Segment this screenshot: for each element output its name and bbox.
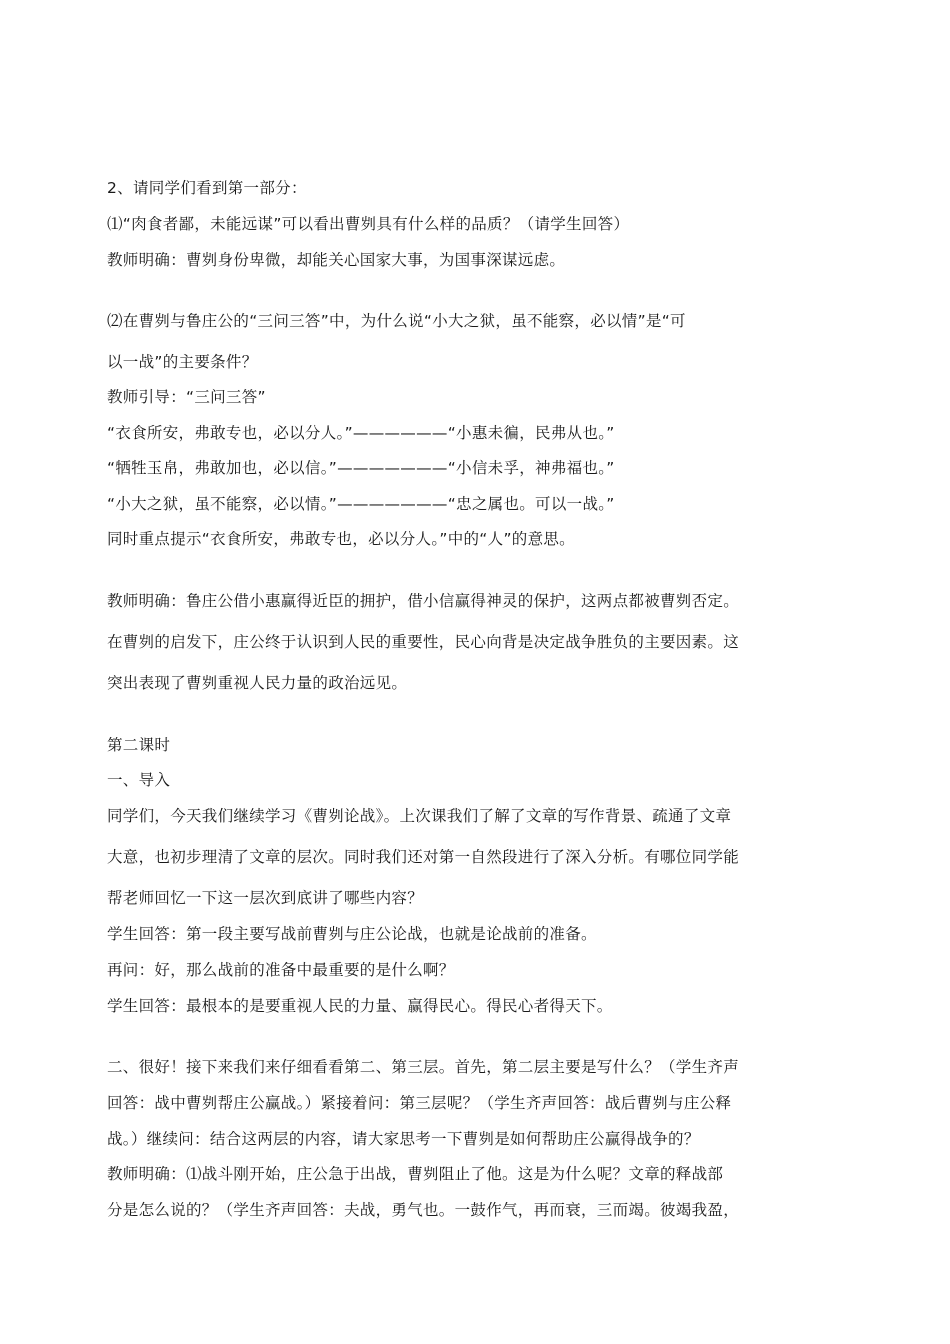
- text-line: 分是怎么说的？（学生齐声回答：夫战，勇气也。一鼓作气，再而衰，三而竭。彼竭我盈，: [107, 1201, 740, 1219]
- text-line: “小大之狱，虽不能察，必以情。”———————“忠之属也。可以一战。”: [107, 495, 615, 513]
- text-line: 一、导入: [107, 771, 171, 789]
- text-line: 二、很好！接下来我们来仔细看看第二、第三层。首先，第二层主要是写什么？（学生齐声: [107, 1058, 740, 1076]
- text-line: 在曹刿的启发下，庄公终于认识到人民的重要性，民心向背是决定战争胜负的主要因素。这: [107, 633, 740, 651]
- text-line: 教师引导：“三问三答”: [107, 388, 266, 406]
- text-line: 同时重点提示“衣食所安，弗敢专也，必以分人。”中的“人”的意思。: [107, 530, 575, 548]
- text-line: 学生回答：最根本的是要重视人民的力量、赢得民心。得民心者得天下。: [107, 997, 613, 1015]
- text-line: 教师明确：⑴战斗刚开始，庄公急于出战，曹刿阻止了他。这是为什么呢？文章的释战部: [107, 1165, 724, 1183]
- text-line: “衣食所安，弗敢专也，必以分人。”——————“小惠未徧，民弗从也。”: [107, 424, 615, 442]
- text-line: 同学们，今天我们继续学习《曹刿论战》。上次课我们了解了文章的写作背景、疏通了文章: [107, 807, 732, 825]
- text-line: 教师明确：鲁庄公借小惠赢得近臣的拥护，借小信赢得神灵的保护，这两点都被曹刿否定。: [107, 592, 740, 610]
- section-heading: 第二课时: [107, 736, 171, 754]
- text-line: “牺牲玉帛，弗敢加也，必以信。”———————“小信未孚，神弗福也。”: [107, 459, 615, 477]
- text-line: 战。）继续问：结合这两层的内容，请大家思考一下曹刿是如何帮助庄公赢得战争的？: [107, 1130, 700, 1148]
- text-line: 学生回答：第一段主要写战前曹刿与庄公论战，也就是论战前的准备。: [107, 925, 597, 943]
- text-line: 回答：战中曹刿帮庄公赢战。）紧接着问：第三层呢？（学生齐声回答：战后曹刿与庄公释: [107, 1094, 732, 1112]
- text-line: ⑴“肉食者鄙，未能远谋”可以看出曹刿具有什么样的品质？（请学生回答）: [107, 215, 630, 233]
- text-line: 大意，也初步理清了文章的层次。同时我们还对第一自然段进行了深入分析。有哪位同学能: [107, 848, 740, 866]
- text-line: 以一战”的主要条件？: [107, 353, 258, 371]
- text-line: 突出表现了曹刿重视人民力量的政治远见。: [107, 674, 408, 692]
- text-line: 2、请同学们看到第一部分：: [107, 179, 307, 197]
- text-line: 教师明确：曹刿身份卑微，却能关心国家大事，为国事深谋远虑。: [107, 251, 566, 269]
- text-line: 再问：好，那么战前的准备中最重要的是什么啊？: [107, 961, 455, 979]
- text-line: 帮老师回忆一下这一层次到底讲了哪些内容？: [107, 889, 424, 907]
- text-line: ⑵在曹刿与鲁庄公的“三问三答”中，为什么说“小大之狱，虽不能察，必以情”是“可: [107, 312, 686, 330]
